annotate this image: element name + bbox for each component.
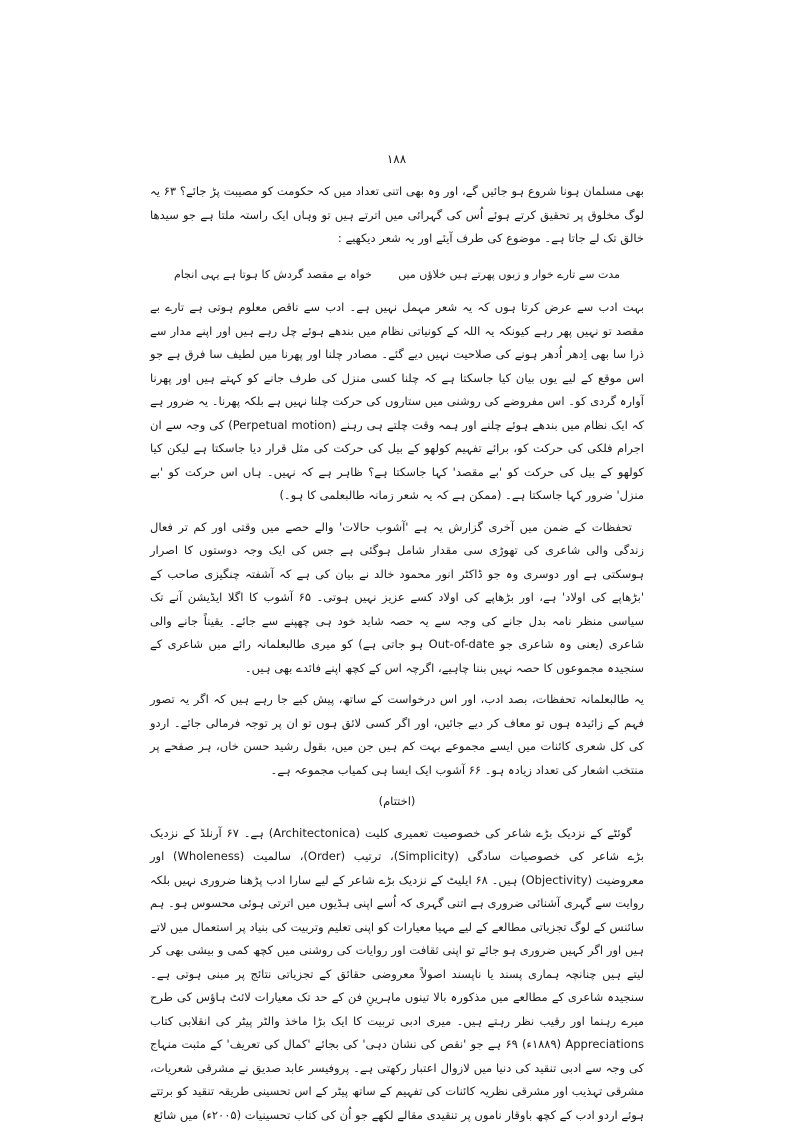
paragraph-request: یہ طالبعلمانہ تحفظات، بصد ادب، اور اس درخواست کے ساتھ، پیش کیے جا رہے ہیں کہ اگر یہ تصور فہم کے زائیدہ ہوں تو معاف کر دیے جائیں، اور اگر کسی لائق ہوں تو ان پر توجہ فرمالی جائے۔ اردو کی کل شعری کائنات میں ایسے مجموعے بہت کم ہیں جن میں، بقول رشید حسن خاں، ہر صفحے پر منتخب اشعار کی تعداد زیادہ ہو۔ ۶۶ آشوب ایک ایسا ہی کمیاب مجموعہ ہے۔ <box>150 692 644 777</box>
page-number: ۱۸۸ <box>386 152 407 166</box>
page-body <box>150 155 644 1135</box>
paragraph-reservations: تحفظات کے ضمن میں آخری گزارش یہ ہے 'آشوب حالات' والے حصے میں وقتی اور کم تر فعال زندگی والی شاعری کی تھوڑی سی مقدار شامل ہوگئی ہے جس کی ایک وجہ دوستوں کا اصرار ہوسکتی ہے اور دوسری وہ جو ڈاکٹر انور محمود خالد نے بیان کی ہے کہ آشفتہ چنگیزی صاحب کے 'بڑھاپے کی اولاد' ہے، اور بڑھاپے کی اولاد کسے عزیز نہیں ہوتی۔ ۶۵ آشوب کا اگلا ایڈیشن آنے تک سیاسی منظر نامہ بدل جانے کی وجہ سے یہ حصہ شاید خود ہی چھپنے سے جائے۔ یقیناً جانے والی شاعری (یعنی وہ شاعری جو Out-of-date ہو جاتی ہے) کو میری طالبعلمانہ رائے میں شاعری کے سنجیدہ مجموعوں کا حصہ نہیں بننا چاہیے، اگرچہ اس کے کچھ اپنے فائدے بھی ہیں۔ <box>150 519 645 675</box>
paragraph-intro: بھی مسلمان ہونا شروع ہو جائیں گے، اور وہ بھی اتنی تعداد میں کہ حکومت کو مصیبت پڑ جائے؟ ۶۳ یہ لوگ مخلوق پر تحقیق کرتے ہوئے اُس کی گہرائی میں اترتے ہیں تو وہاں ایک راستہ ملتا ہے جو سیدھا خالق تک لے جاتا ہے۔ موضوع کی طرف آیئے اور یہ شعر دیکھیے : <box>150 184 644 245</box>
paragraph-commentary: بہت ادب سے عرض کرتا ہوں کہ یہ شعر مہمل نہیں ہے۔ ادب سے ناقص معلوم ہوتی ہے تارے بے مقصد تو نہیں پھر رہے کیونکہ یہ اللہ کے کونیاتی نظام میں بندھے ہوئے چل رہے ہیں اور اپنے مدار سے ذرا سا بھی اِدھر اُدھر ہونے کی صلاحیت نہیں دیے گئے۔ مصادر چلنا اور پھرنا میں لطیف سا فرق ہے جو اس موقع کے لیے یوں بیان کیا جاسکتا ہے کہ چلنا کسی منزل کی طرف جانے کو کہتے ہیں اور پھرنا آوارہ گردی کو۔ اس مفروضے کی روشنی میں ستاروں کی حرکت چلنا نہیں ہے بلکہ پھرنا۔ یہ ضرور ہے کہ ایک نظام میں بندھے ہوئے چلنے اور ہمہ وقت چلتے ہی رہنے (Perpetual motion) کی وجہ سے ان اجرام فلکی کی حرکت کو، برائے تفہیم کولھو کے بیل کی حرکت کی مثل قرار دیا جاسکتا ہے لیکن کیا کولھو کے بیل کی حرکت کو 'بے مقصد' کہا جاسکتا ہے؟ ظاہر ہے کہ نہیں۔ ہاں اس حرکت کو 'بے منزل' ضرور کہا جاسکتا ہے۔ (ممکن ہے کہ یہ شعر زمانہ طالبعلمی کا ہو۔) <box>150 300 644 502</box>
poetry-couplet <box>150 259 644 297</box>
couplet-first-line: مدت سے تارے خوار و زبوں پھرتے ہیں خلاؤں میں <box>398 267 620 281</box>
couplet-second-line: خواہ بے مقصد گردش کا ہوتا ہے یہی انجام <box>174 267 372 281</box>
paragraph-criticism: گوئٹے کے نزدیک بڑے شاعر کی خصوصیت تعمیری کلیت (Architectonica) ہے۔ ۶۷ آرنلڈ کے نزدیک بڑے شاعر کی خصوصیات سادگی (Simplicity)، ترتیب (Order)، سالمیت (Wholeness) اور معروضیت (Objectivity) ہیں۔ ۶۸ ایلیٹ کے نزدیک بڑے شاعر کے لیے سارا ادب پڑھنا ضروری نہیں بلکہ روایت سے گہری آشنائی ضروری ہے اتنی گہری کہ اُسے اپنی ہڈیوں میں اترتی ہوئی محسوس ہو۔ ہم سائنس کے لوگ تجزیاتی مطالعے کے لیے مہیا معیارات کو اپنی تعلیم وتربیت کی بنیاد پر استعمال میں لاتے ہیں اور اگر کہیں ضروری ہو جائے تو اپنی ثقافت اور روایات کی روشنی میں کچھ کمی و بیشی بھی کر لیتے ہیں چنانچہ ہماری پسند یا ناپسند اصولاً معروضی حقائق کے تجزیاتی نتائج پر مبنی ہوتی ہے۔ سنجیدہ شاعری کے مطالعے میں مذکورہ بالا تینوں ماہرینِ فن کے حد تک معیارات لائٹ ہاؤس کی طرح میرے رہنما اور رقیب نظر رہتے ہیں۔ میری ادبی تربیت کا ایک بڑا ماخذ والٹر پیٹر کی انقلابی کتاب Appreciations (۱۸۸۹ء) ۶۹ ہے جو 'نقص کی نشان دہی' کی بجائے 'کمال کی تعریف' کے مثبت منہاج کی وجہ سے ادبی تنقید کی دنیا میں لازوال اعتبار رکھتی ہے۔ پروفیسر عابد صدیق نے مشرقی شعریات، مشرقی تہذیب اور مشرقی نظریہ کائنات کی تفہیم کے ساتھ پیٹر کے اس تحسینی طریقہ تنقید کو برتتے ہوئے اردو ادب کے کچھ باوقار ناموں پر تنقیدی مقالے لکھے جو اُن کی کتاب تحسینیات (۲۰۰۵ء) میں شائع <box>150 825 645 1122</box>
section-ending-label: (اختتام) <box>378 794 416 808</box>
